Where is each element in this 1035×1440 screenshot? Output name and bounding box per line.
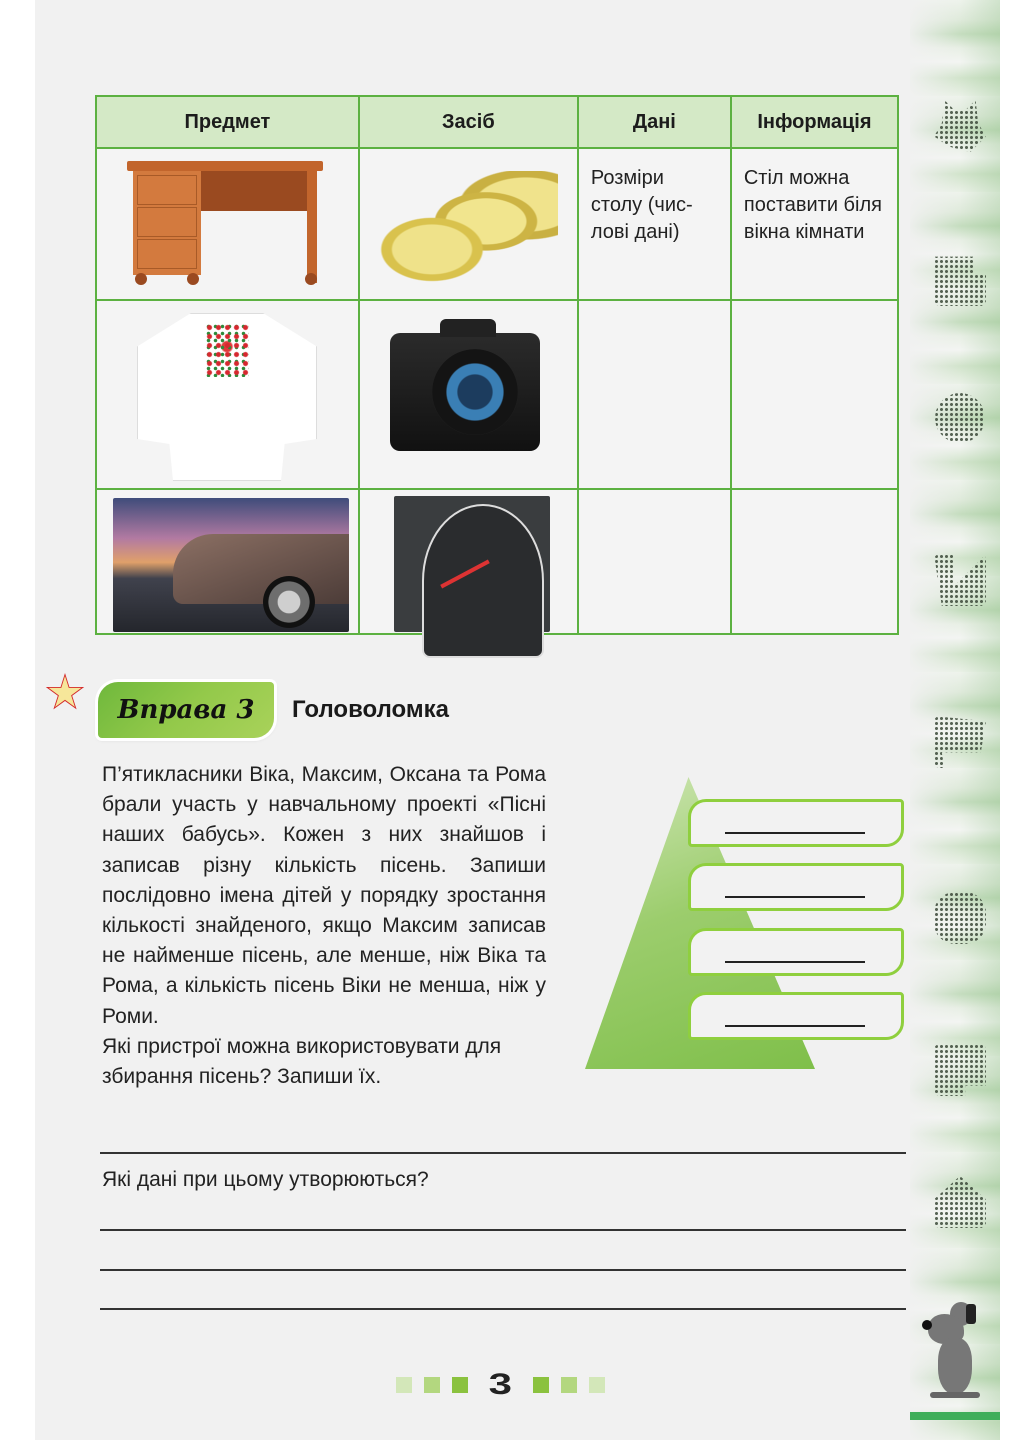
data-cell[interactable]	[578, 489, 731, 634]
pyramid-answer-slot-3[interactable]	[688, 928, 904, 976]
answer-line-data-2[interactable]	[100, 1269, 906, 1271]
table-row	[96, 148, 898, 300]
monitor-icon	[930, 1040, 990, 1100]
car-image	[113, 498, 349, 632]
embroidered-shirt-image	[137, 313, 317, 481]
pager-square	[533, 1377, 549, 1393]
data-cell[interactable]	[578, 300, 731, 489]
page-number: 3	[488, 1368, 513, 1401]
header-tool: Засіб	[359, 96, 578, 148]
pyramid-answer-slot-4[interactable]	[688, 992, 904, 1040]
tool-cell	[359, 489, 578, 634]
camera-image	[390, 333, 540, 451]
cat-icon	[930, 96, 990, 156]
exercise-badge-label: Вправа 3	[117, 695, 255, 725]
information-cell[interactable]	[731, 300, 898, 489]
document-icon	[930, 250, 990, 310]
object-cell	[96, 148, 359, 300]
pyramid-answer-slot-1[interactable]	[688, 799, 904, 847]
exercise-paragraph: П’ятикласники Віка, Максим, Оксана та Рома брали участь у навчальному проекті «Пісні наших бабусь». Кожен з них знайшов і записав різну кількість пісень. Запиши послідовно імена дітей у порядку зростання кількості знайденого, якщо Максим записав не найменше пісень, але менше, ніж Віка та Рома, а кількість пісень Віки не менша, ніж у Роми.	[102, 763, 546, 1028]
pager-square	[424, 1377, 440, 1393]
tool-cell	[359, 148, 578, 300]
object-cell	[96, 489, 359, 634]
exercise-badge	[98, 682, 274, 738]
object-cell	[96, 300, 359, 489]
house-icon	[930, 1172, 990, 1232]
answer-line-devices[interactable]	[100, 1152, 906, 1154]
page-number-footer	[396, 1368, 605, 1401]
flower-icon	[930, 388, 990, 448]
information-cell: Стіл можна поставити біля вікна кімнати	[731, 148, 898, 300]
data-info-table	[95, 95, 899, 635]
pager-square	[396, 1377, 412, 1393]
pyramid-answer-slot-2[interactable]	[688, 863, 904, 911]
exercise-text	[102, 760, 546, 1092]
cart-icon	[930, 712, 990, 772]
desk-image	[127, 161, 323, 285]
header-data: Дані	[578, 96, 731, 148]
pager-square	[452, 1377, 468, 1393]
table-row	[96, 300, 898, 489]
data-cell: Розміри столу (чис-лові дані)	[578, 148, 731, 300]
pager-square	[561, 1377, 577, 1393]
exercise-title: Головоломка	[292, 696, 449, 723]
speedometer-image	[394, 496, 550, 632]
mouse-mascot-icon	[920, 1300, 990, 1415]
information-cell[interactable]	[731, 489, 898, 634]
measuring-tape-image	[378, 171, 558, 283]
pager-square	[589, 1377, 605, 1393]
question-data: Які дані при цьому утворюються?	[102, 1168, 429, 1191]
gears-icon	[930, 888, 990, 948]
music-icon	[930, 550, 990, 610]
header-information: Інформація	[731, 96, 898, 148]
answer-line-data-3[interactable]	[100, 1308, 906, 1310]
table-header-row	[96, 96, 898, 148]
question-devices: Які пристрої можна використовувати для збирання пісень? Запиши їх.	[102, 1034, 502, 1089]
table-row	[96, 489, 898, 634]
answer-line-data-1[interactable]	[100, 1229, 906, 1231]
header-object: Предмет	[96, 96, 359, 148]
tool-cell	[359, 300, 578, 489]
